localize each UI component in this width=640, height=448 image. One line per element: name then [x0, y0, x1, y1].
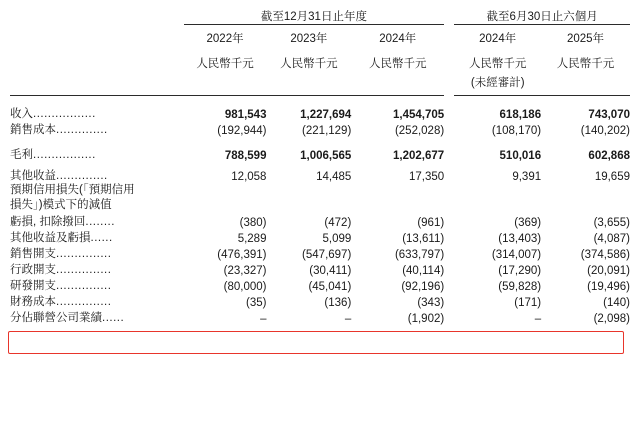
currency-header-row	[10, 49, 630, 73]
row-label-text: 財務成本	[10, 296, 56, 308]
row-label-ecl-line2: 損失」)模式下的減值	[10, 199, 112, 211]
cell-selling-2024h1: (314,007)	[491, 249, 542, 261]
row-label-other-income	[10, 167, 184, 183]
row-label-text: 虧損, 扣除撥回	[10, 216, 86, 228]
cell-admin-2024h1: (17,290)	[498, 265, 542, 277]
row-label-other-gains-losses	[10, 229, 184, 245]
row-label-dots: ...............	[56, 296, 112, 308]
row-label-dots: ......	[102, 312, 125, 324]
spacer	[10, 96, 630, 106]
cell-ogl-2023: 5,099	[322, 233, 352, 245]
col-header-currency-1: 人民幣千元	[196, 58, 254, 70]
cell-ecl-2022: (380)	[239, 217, 267, 229]
col-header-currency-3: 人民幣千元	[368, 58, 427, 70]
cell-other-income-2024: 17,350	[409, 171, 445, 183]
cell-associates-2024h1: –	[534, 313, 542, 325]
table-row	[10, 105, 630, 121]
col-subnote-3	[351, 73, 444, 94]
row-label-cost-of-sales	[10, 121, 184, 137]
table-row	[10, 183, 630, 198]
row-label-gross-profit	[10, 146, 184, 162]
col-header-year-3: 2024年	[379, 33, 417, 45]
cell-other-income-2023: 14,485	[316, 171, 352, 183]
cell-associates-2025h1: (2,098)	[593, 313, 630, 325]
table-row	[10, 277, 630, 293]
row-label-text: 研發開支	[10, 280, 56, 292]
cell-revenue-2024h1: 618,186	[499, 109, 542, 121]
selling-expenses-highlight-box	[8, 331, 624, 354]
row-label-selling-expenses	[10, 245, 184, 261]
table-row	[10, 121, 630, 137]
table-row	[10, 213, 630, 229]
cell-rd-2024: (92,196)	[401, 281, 445, 293]
cell-finance-2023: (136)	[324, 297, 352, 309]
cell-gross-2024: 1,202,677	[393, 150, 445, 162]
cell-cost-2022: (192,944)	[217, 125, 267, 137]
row-label-text: 銷售成本	[10, 124, 56, 136]
table-row	[10, 146, 630, 162]
row-label-dots: ...............	[56, 280, 112, 292]
cell-gross-2023: 1,006,565	[300, 150, 352, 162]
cell-selling-2025h1: (374,586)	[580, 249, 630, 261]
group-header-row	[10, 8, 630, 24]
col-header-year-1: 2022年	[206, 33, 244, 45]
row-label-finance-costs	[10, 293, 184, 309]
cell-gross-2022: 788,599	[224, 150, 267, 162]
row-label-dots: ..............	[56, 124, 108, 136]
row-label-revenue	[10, 105, 184, 121]
cell-associates-2022: –	[260, 313, 267, 325]
cell-finance-2024h1: (171)	[514, 297, 542, 309]
col-subnote-1	[184, 73, 267, 94]
cell-ogl-2024h1: (13,403)	[498, 233, 542, 245]
row-label-text: 其他收益及虧損	[10, 232, 91, 244]
row-label-dots: ..............	[56, 170, 108, 182]
cell-ecl-2025h1: (3,655)	[593, 217, 630, 229]
col-subnote-5	[541, 73, 630, 94]
col-subnote-2	[266, 73, 351, 94]
cell-revenue-2025h1: 743,070	[588, 109, 630, 121]
cell-rd-2025h1: (19,496)	[587, 281, 630, 293]
cell-revenue-2023: 1,227,694	[300, 109, 352, 121]
table-row-selling-expenses	[10, 245, 630, 261]
row-label-dots: ...............	[56, 264, 112, 276]
col-header-currency-5: 人民幣千元	[556, 58, 615, 70]
cell-cost-2025h1: (140,202)	[580, 125, 630, 137]
row-label-text: 其他收益	[10, 170, 56, 182]
cell-selling-2022: (476,391)	[217, 249, 267, 261]
col-subnote-4: (未經審計)	[470, 77, 525, 89]
row-label-text: 行政開支	[10, 264, 56, 276]
cell-rd-2022: (80,000)	[223, 281, 267, 293]
cell-selling-2023: (547,697)	[302, 249, 352, 261]
cell-admin-2025h1: (20,091)	[587, 265, 630, 277]
cell-finance-2024: (343)	[417, 297, 445, 309]
table-row	[10, 229, 630, 245]
cell-admin-2023: (30,411)	[309, 265, 352, 277]
cell-admin-2024: (40,114)	[402, 265, 445, 277]
cell-ecl-2024h1: (369)	[514, 217, 542, 229]
cell-associates-2024: (1,902)	[407, 313, 445, 325]
col-header-currency-4: 人民幣千元	[468, 58, 527, 70]
cell-other-income-2022: 12,058	[231, 171, 267, 183]
table-row	[10, 293, 630, 309]
cell-revenue-2022: 981,543	[224, 109, 267, 121]
cell-rd-2024h1: (59,828)	[498, 281, 542, 293]
cell-other-income-2024h1: 9,391	[512, 171, 542, 183]
col-header-year-4: 2024年	[479, 33, 517, 45]
row-label-dots: .................	[33, 149, 96, 161]
cell-ogl-2025h1: (4,087)	[593, 233, 630, 245]
row-label-admin-expenses	[10, 261, 184, 277]
cell-rd-2023: (45,041)	[308, 281, 352, 293]
row-label-dots: ...............	[56, 248, 112, 260]
row-label-dots: ........	[85, 216, 115, 228]
cell-gross-2025h1: 602,868	[588, 150, 630, 162]
col-header-year-5: 2025年	[567, 33, 605, 45]
cell-other-income-2025h1: 19,659	[594, 171, 630, 183]
row-label-text: 收入	[10, 108, 33, 120]
row-label-ecl-line1: 預期信用損失(「預期信用	[10, 184, 135, 196]
year-header-row	[10, 25, 630, 49]
financial-table	[10, 8, 630, 325]
row-label-share-of-associates	[10, 309, 184, 325]
table-row	[10, 261, 630, 277]
cell-cost-2024: (252,028)	[394, 125, 445, 137]
cell-finance-2025h1: (140)	[603, 297, 630, 309]
cell-cost-2023: (221,129)	[302, 125, 352, 137]
cell-ogl-2024: (13,611)	[402, 233, 445, 245]
col-header-currency-2: 人民幣千元	[280, 58, 338, 70]
row-label-text: 銷售開支	[10, 248, 56, 260]
cell-associates-2023: –	[344, 313, 352, 325]
row-label-dots: ......	[90, 232, 113, 244]
cell-revenue-2024: 1,454,705	[393, 109, 445, 121]
row-label-rd-expenses	[10, 277, 184, 293]
group-header-interim: 截至6月30日止六個月	[486, 11, 598, 23]
cell-ogl-2022: 5,289	[237, 233, 267, 245]
row-label-text: 毛利	[10, 149, 33, 161]
row-label-ecl-loss	[10, 213, 184, 229]
cell-cost-2024h1: (108,170)	[491, 125, 542, 137]
table-row	[10, 198, 630, 213]
spacer	[10, 137, 630, 146]
cell-admin-2022: (23,327)	[223, 265, 267, 277]
group-header-annual: 截至12月31日止年度	[260, 11, 367, 23]
subnote-header-row	[10, 73, 630, 94]
table-row	[10, 309, 630, 325]
row-label-dots: .................	[33, 108, 96, 120]
cell-gross-2024h1: 510,016	[499, 150, 542, 162]
cell-ecl-2024: (961)	[417, 217, 445, 229]
cell-selling-2024: (633,797)	[394, 249, 445, 261]
table-row	[10, 167, 630, 183]
cell-ecl-2023: (472)	[324, 217, 352, 229]
col-header-year-2: 2023年	[290, 33, 328, 45]
cell-finance-2022: (35)	[246, 297, 267, 309]
row-label-text: 分佔聯營公司業績	[10, 312, 102, 324]
